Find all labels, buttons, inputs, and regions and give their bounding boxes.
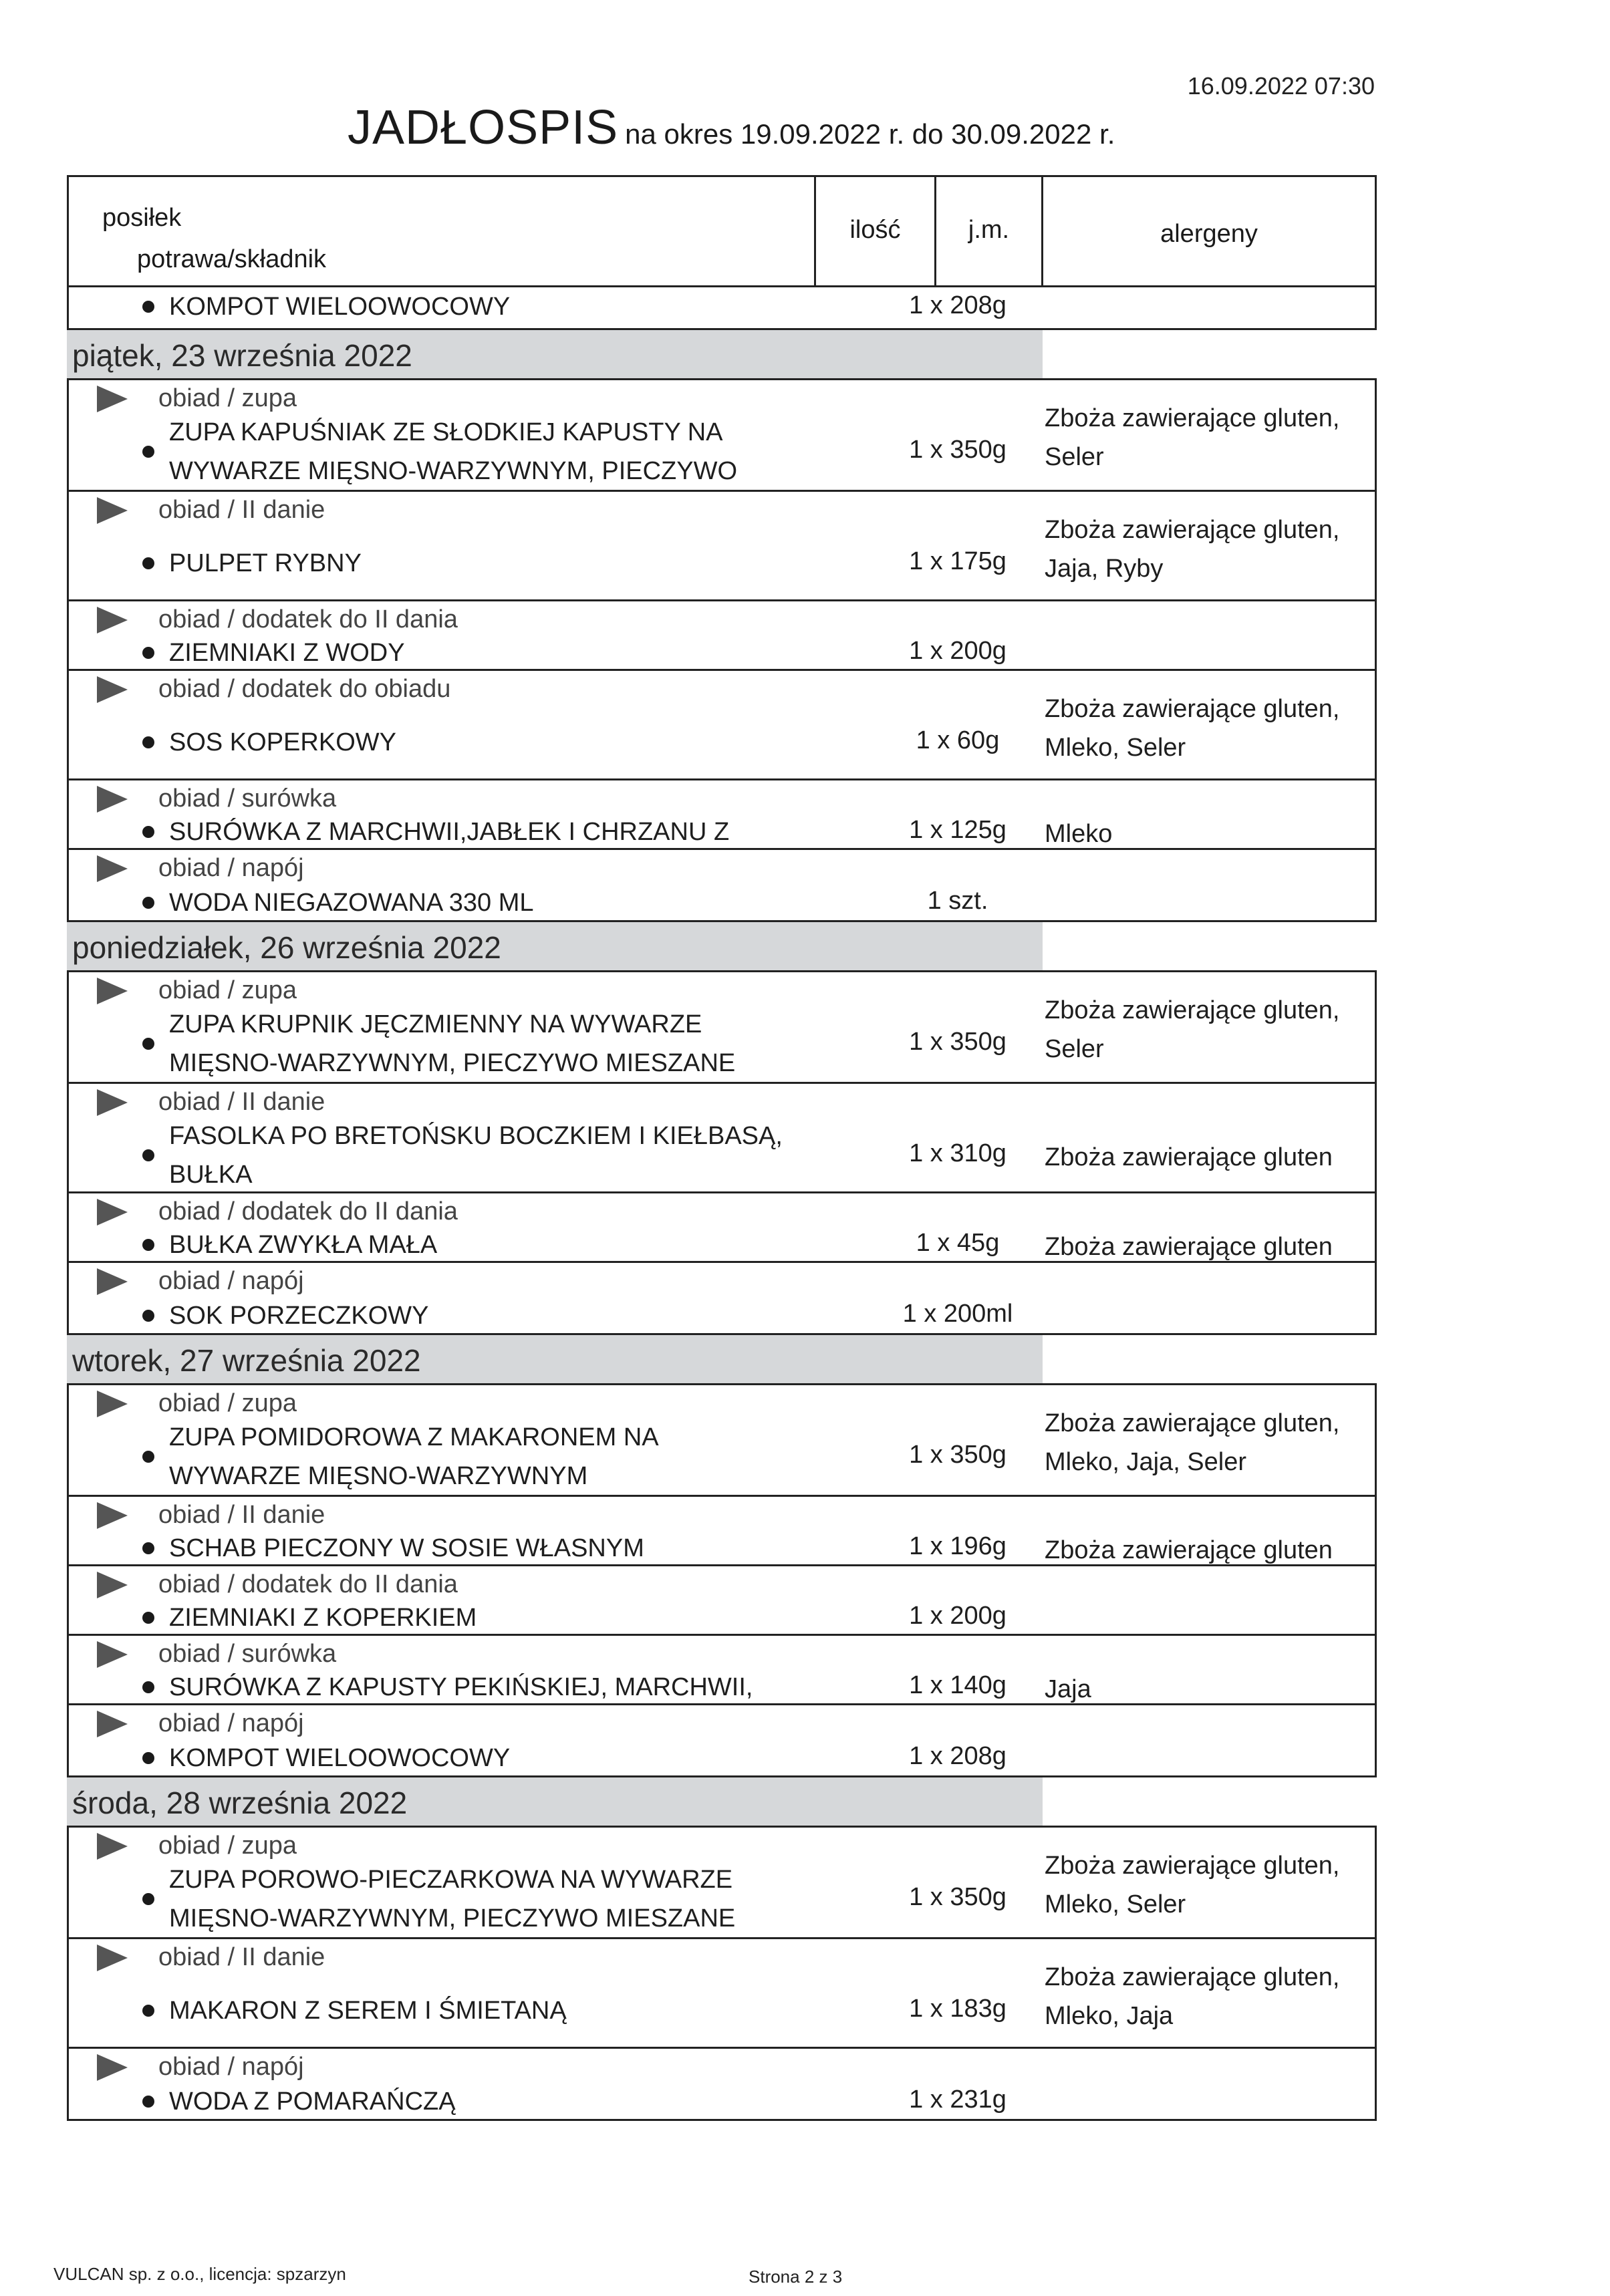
bullet-icon <box>142 301 154 313</box>
table-row <box>69 1261 1375 1333</box>
allergen-line: Mleko <box>1045 820 1113 848</box>
bullet-icon <box>142 1310 154 1322</box>
dish-line: BUŁKA <box>169 1161 253 1189</box>
table-row <box>69 1937 1375 2047</box>
dish-quantity: 1 x 208g <box>909 291 1007 319</box>
allergen-line: Mleko, Seler <box>1045 1890 1186 1918</box>
dish-quantity: 1 x 231g <box>909 2086 1007 2114</box>
days-container <box>67 330 1377 2121</box>
header-quantity: ilość <box>816 177 936 285</box>
play-triangle-icon <box>97 676 128 703</box>
dish-quantity: 1 x 140g <box>909 1671 1007 1699</box>
table-row <box>69 778 1375 848</box>
title-main: JADŁOSPIS <box>348 101 619 154</box>
bullet-icon <box>142 557 154 569</box>
table-row <box>69 1191 1375 1261</box>
dish-lines <box>169 1226 437 1264</box>
day-block <box>67 970 1377 1335</box>
play-triangle-icon <box>97 386 128 412</box>
play-triangle-icon <box>97 1089 128 1116</box>
dish-lines <box>169 1739 510 1777</box>
dish-quantity: 1 x 350g <box>909 1441 1007 1469</box>
dish-line: SURÓWKA Z MARCHWII,JABŁEK I CHRZANU Z <box>169 818 730 846</box>
header-meal <box>69 177 816 285</box>
play-triangle-icon <box>97 607 128 633</box>
dish-name <box>169 1419 800 1495</box>
table-row <box>69 1564 1375 1634</box>
play-triangle-icon <box>97 1945 128 1971</box>
header-allergens: alergeny <box>1160 220 1258 248</box>
dish-line: WODA Z POMARAŃCZĄ <box>169 2088 456 2116</box>
allergen-line: Zboża zawierające gluten, <box>1045 516 1340 544</box>
dish-quantity: 1 x 175g <box>909 547 1007 575</box>
allergen-line: Zboża zawierające gluten, <box>1045 1409 1340 1437</box>
dish-name <box>169 287 800 326</box>
day-header: poniedziałek, 26 września 2022 <box>67 922 1043 970</box>
menu-table <box>67 175 1377 2121</box>
dish-name <box>169 704 800 780</box>
category-label: obiad / dodatek do II dania <box>158 605 458 633</box>
category-label: obiad / napój <box>158 2053 304 2081</box>
meal-category <box>97 496 325 525</box>
meal-category <box>97 976 297 1005</box>
allergens <box>1045 690 1368 767</box>
dish-quantity: 1 x 183g <box>909 1995 1007 2023</box>
play-triangle-icon <box>97 1391 128 1417</box>
meal-category <box>97 2053 304 2082</box>
dish-line: WODA NIEGAZOWANA 330 ML <box>169 889 534 917</box>
meal-category <box>97 605 458 634</box>
dish-quantity: 1 x 208g <box>909 1742 1007 1770</box>
play-triangle-icon <box>97 1502 128 1529</box>
play-triangle-icon <box>97 1641 128 1668</box>
dish-line: BUŁKA ZWYKŁA MAŁA <box>169 1231 438 1259</box>
dish-quantity: 1 x 60g <box>916 726 1000 754</box>
meal-category <box>97 1943 325 1972</box>
day-block <box>67 1383 1377 1777</box>
dish-name <box>169 883 800 922</box>
dish-quantity: 1 szt. <box>927 887 988 915</box>
allergen-line: Zboża zawierające gluten, <box>1045 1852 1340 1880</box>
dish-lines <box>169 1296 428 1335</box>
dish-lines <box>169 813 729 851</box>
allergen-line: Zboża zawierające gluten, <box>1045 1963 1340 1991</box>
dish-line: ZUPA POROWO-PIECZARKOWA NA WYWARZE <box>169 1866 733 1894</box>
play-triangle-icon <box>97 2054 128 2081</box>
meal-category <box>97 675 450 704</box>
dish-quantity: 1 x 45g <box>916 1229 1000 1257</box>
category-label: obiad / II danie <box>158 1943 325 1971</box>
table-row <box>69 1634 1375 1703</box>
bullet-icon <box>142 826 154 838</box>
allergen-line: Seler <box>1045 1035 1104 1063</box>
dish-line: SURÓWKA Z KAPUSTY PEKIŃSKIEJ, MARCHWII, <box>169 1673 753 1701</box>
dish-name <box>169 814 800 850</box>
category-label: obiad / napój <box>158 1709 304 1737</box>
bullet-icon <box>142 2096 154 2108</box>
dish-line: FASOLKA PO BRETOŃSKU BOCZKIEM I KIEŁBASĄ, <box>169 1122 783 1150</box>
dish-name <box>169 1739 800 1777</box>
dish-lines <box>169 1005 735 1083</box>
document-title <box>348 100 1115 155</box>
bullet-icon <box>142 1149 154 1161</box>
table-row <box>69 1495 1375 1564</box>
table-row <box>69 1828 1375 1937</box>
dish-name <box>169 414 800 490</box>
bullet-icon <box>142 1542 154 1554</box>
dish-line: MAKARON Z SEREM I ŚMIETANĄ <box>169 1997 567 2025</box>
meal-category <box>97 1267 304 1296</box>
dish-name <box>169 1117 800 1193</box>
allergen-line: Jaja <box>1045 1675 1091 1703</box>
bullet-icon <box>142 1893 154 1905</box>
allergen-line: Zboża zawierające gluten, <box>1045 404 1340 432</box>
dish-quantity: 1 x 196g <box>909 1532 1007 1560</box>
play-triangle-icon <box>97 1572 128 1598</box>
day-block <box>67 1826 1377 2121</box>
category-label: obiad / dodatek do II dania <box>158 1570 458 1598</box>
bullet-icon <box>142 1239 154 1251</box>
bullet-icon <box>142 1681 154 1693</box>
table-row <box>69 1385 1375 1495</box>
allergen-line: Zboża zawierające gluten, <box>1045 996 1340 1024</box>
footer-vendor: VULCAN sp. z o.o., licencja: spzarzyn <box>53 2264 346 2284</box>
dish-line: WYWARZE MIĘSNO-WARZYWNYM <box>169 1462 588 1490</box>
allergen-line: Jaja, Ryby <box>1045 555 1164 583</box>
category-label: obiad / surówka <box>158 784 337 813</box>
play-triangle-icon <box>97 1711 128 1737</box>
dish-quantity: 1 x 125g <box>909 816 1007 844</box>
dish-lines <box>169 883 534 922</box>
bullet-icon <box>142 1038 154 1050</box>
table-row <box>69 669 1375 778</box>
allergens <box>1045 991 1368 1068</box>
dish-lines <box>169 2082 456 2121</box>
dish-line: ZUPA POMIDOROWA Z MAKARONEM NA <box>169 1423 659 1451</box>
day-header: piątek, 23 września 2022 <box>67 330 1043 378</box>
day-block <box>67 378 1377 922</box>
meal-category <box>97 384 297 413</box>
allergen-line: Zboża zawierające gluten, <box>1045 695 1340 723</box>
title-period: na okres 19.09.2022 r. do 30.09.2022 r. <box>625 118 1115 150</box>
dish-line: MIĘSNO-WARZYWNYM, PIECZYWO MIESZANE <box>169 1049 736 1077</box>
play-triangle-icon <box>97 497 128 524</box>
dish-name <box>169 1669 800 1705</box>
category-label: obiad / zupa <box>158 1832 297 1860</box>
meal-category <box>97 1389 297 1418</box>
category-label: obiad / zupa <box>158 1389 297 1417</box>
allergen-line: Zboża zawierające gluten <box>1045 1143 1333 1171</box>
table-row <box>69 490 1375 599</box>
meal-category <box>97 784 336 813</box>
bullet-icon <box>142 1612 154 1624</box>
play-triangle-icon <box>97 786 128 813</box>
allergens <box>1045 399 1368 476</box>
table-row <box>69 1082 1375 1191</box>
dish-name <box>169 635 800 671</box>
dish-quantity: 1 x 200ml <box>902 1300 1013 1328</box>
dish-name <box>169 1600 800 1636</box>
dish-lines <box>169 1598 477 1637</box>
dish-line: PULPET RYBNY <box>169 549 362 577</box>
dish-name <box>169 1296 800 1335</box>
dish-line: SCHAB PIECZONY W SOSIE WŁASNYM <box>169 1534 644 1562</box>
allergen-line: Mleko, Seler <box>1045 734 1186 762</box>
play-triangle-icon <box>97 1268 128 1295</box>
category-label: obiad / zupa <box>158 384 297 412</box>
table-row <box>69 972 1375 1082</box>
dish-lines <box>169 723 396 762</box>
dish-line: KOMPOT WIELOOWOCOWY <box>169 293 511 321</box>
meal-category <box>97 854 304 883</box>
table-row <box>69 287 1375 326</box>
play-triangle-icon <box>97 855 128 882</box>
category-label: obiad / napój <box>158 1267 304 1295</box>
play-triangle-icon <box>97 1199 128 1226</box>
day-header: wtorek, 27 września 2022 <box>67 1335 1043 1383</box>
dish-name <box>169 1973 800 2049</box>
allergens <box>1045 511 1368 588</box>
dish-name <box>169 1530 800 1566</box>
play-triangle-icon <box>97 1833 128 1860</box>
allergens <box>1045 1138 1368 1177</box>
footer-page: Strona 2 z 3 <box>749 2267 843 2287</box>
dish-line: ZUPA KRUPNIK JĘCZMIENNY NA WYWARZE <box>169 1010 702 1038</box>
dish-lines <box>169 1529 644 1568</box>
dish-quantity: 1 x 310g <box>909 1139 1007 1167</box>
day-header: środa, 28 września 2022 <box>67 1777 1043 1826</box>
table-header <box>67 175 1377 287</box>
dish-name <box>169 1006 800 1082</box>
dish-line: SOK PORZECZKOWY <box>169 1302 429 1330</box>
dish-lines <box>169 1991 567 2030</box>
dish-lines <box>169 1860 735 1938</box>
dish-lines <box>169 413 737 490</box>
category-label: obiad / II danie <box>158 1088 325 1116</box>
meal-category <box>97 1570 458 1599</box>
dish-quantity: 1 x 200g <box>909 637 1007 665</box>
dish-line: ZIEMNIAKI Z KOPERKIEM <box>169 1604 477 1632</box>
table-row <box>69 1703 1375 1775</box>
allergen-line: Zboża zawierające gluten <box>1045 1536 1333 1564</box>
allergens <box>1045 1846 1368 1924</box>
bullet-icon <box>142 647 154 659</box>
dish-line: KOMPOT WIELOOWOCOWY <box>169 1744 511 1772</box>
allergens <box>1045 1958 1368 2035</box>
category-label: obiad / surówka <box>158 1640 337 1668</box>
allergen-line: Seler <box>1045 443 1104 471</box>
dish-quantity: 1 x 350g <box>909 1883 1007 1911</box>
table-row <box>69 380 1375 490</box>
meal-category <box>97 1640 336 1669</box>
meal-category <box>97 1501 325 1530</box>
meal-category <box>97 1832 297 1860</box>
dish-quantity: 1 x 350g <box>909 1028 1007 1056</box>
dish-lines <box>169 1418 659 1495</box>
dish-lines <box>169 1117 783 1194</box>
dish-line: ZIEMNIAKI Z WODY <box>169 639 405 667</box>
dish-line: MIĘSNO-WARZYWNYM, PIECZYWO MIESZANE <box>169 1904 736 1932</box>
dish-quantity: 1 x 200g <box>909 1602 1007 1630</box>
dish-name <box>169 1861 800 1937</box>
header-meal-line1: posiłek <box>102 204 182 232</box>
category-label: obiad / dodatek do II dania <box>158 1197 458 1226</box>
meal-category <box>97 1197 458 1226</box>
category-label: obiad / II danie <box>158 496 325 524</box>
category-label: obiad / zupa <box>158 976 297 1004</box>
table-row <box>69 599 1375 669</box>
bullet-icon <box>142 1451 154 1463</box>
dish-lines <box>169 633 405 672</box>
dish-line: ZUPA KAPUŚNIAK ZE SŁODKIEJ KAPUSTY NA <box>169 418 723 446</box>
category-label: obiad / dodatek do obiadu <box>158 675 451 703</box>
dish-line: WYWARZE MIĘSNO-WARZYWNYM, PIECZYWO <box>169 457 738 485</box>
category-label: obiad / napój <box>158 854 304 882</box>
meal-category <box>97 1709 304 1738</box>
allergen-line: Mleko, Jaja, Seler <box>1045 1448 1247 1476</box>
header-meal-line2: potrawa/składnik <box>137 245 327 273</box>
bullet-icon <box>142 1752 154 1764</box>
play-triangle-icon <box>97 978 128 1004</box>
dish-name <box>169 1227 800 1263</box>
dish-line: SOS KOPERKOWY <box>169 728 396 756</box>
category-label: obiad / II danie <box>158 1501 325 1529</box>
dish-name <box>169 525 800 601</box>
dish-quantity: 1 x 350g <box>909 436 1007 464</box>
meal-category <box>97 1088 325 1117</box>
allergen-line: Zboża zawierające gluten <box>1045 1233 1333 1261</box>
bullet-icon <box>142 736 154 748</box>
dish-name <box>169 2082 800 2121</box>
allergens <box>1045 1404 1368 1481</box>
table-row <box>69 848 1375 920</box>
print-timestamp: 16.09.2022 07:30 <box>1187 72 1375 100</box>
allergen-line: Mleko, Jaja <box>1045 2002 1174 2030</box>
bullet-icon <box>142 446 154 458</box>
table-row <box>69 2047 1375 2119</box>
carryover-row <box>67 287 1377 330</box>
bullet-icon <box>142 897 154 909</box>
bullet-icon <box>142 2005 154 2017</box>
header-unit: j.m. <box>936 177 1043 285</box>
dish-lines <box>169 1668 753 1707</box>
dish-lines <box>169 544 362 583</box>
